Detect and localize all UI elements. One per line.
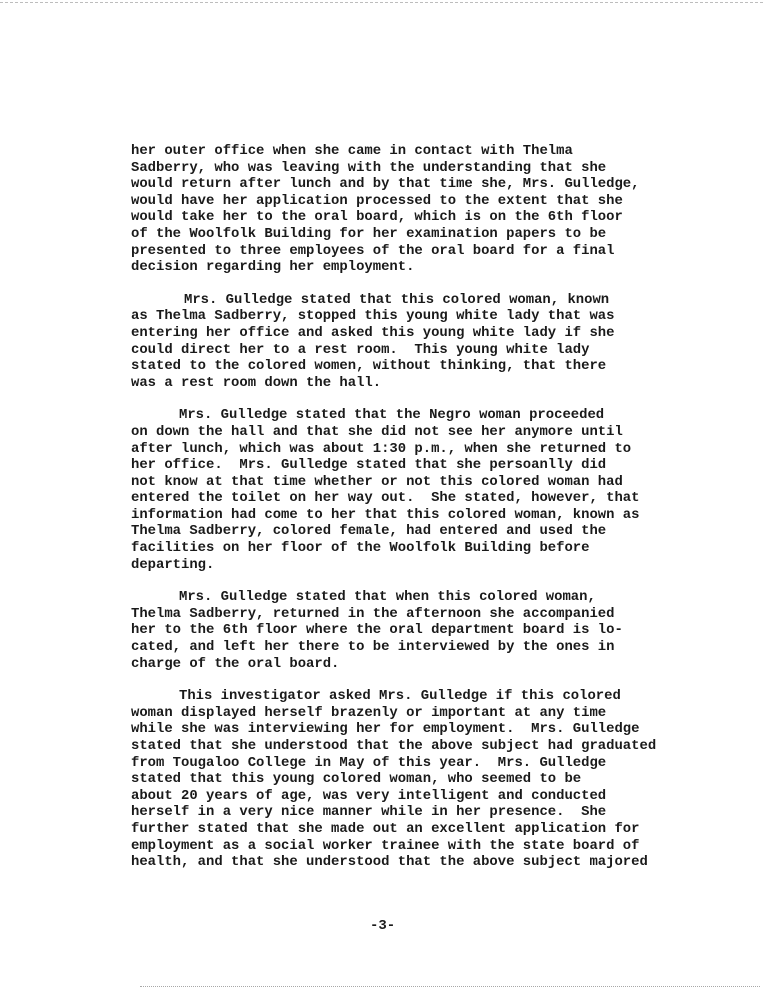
text-line: could direct her to a rest room. This young white lady (131, 341, 590, 358)
paragraph-2 (131, 292, 731, 392)
text-line: as Thelma Sadberry, stopped this young white lady that was (131, 308, 615, 325)
text-line: would return after lunch and by that time she, Mrs. Gulledge, (131, 176, 640, 193)
text-line: Mrs. Gulledge stated that this colored woman, known (184, 291, 610, 308)
text-line: after lunch, which was about 1:30 p.m., when she returned to (131, 440, 632, 457)
text-line: stated that she understood that the above subject had graduated (131, 738, 657, 754)
text-line: This investigator asked Mrs. Gulledge if this colored (179, 688, 621, 705)
text-line: stated to the colored women, without thinking, that there (131, 358, 607, 375)
text-line: health, and that she understood that the above subject majored (131, 854, 648, 871)
text-line: not know at that time whether or not this colored woman had (131, 473, 623, 490)
text-line: herself in a very nice manner while in her presence. She (131, 804, 607, 821)
text-line: entering her office and asked this young white lady if she (131, 324, 615, 341)
text-line: on down the hall and that she did not see her anymore until (131, 423, 623, 440)
paragraph-5 (131, 688, 731, 871)
text-line: would have her application processed to the extent that she (131, 192, 623, 209)
paragraph-3 (131, 407, 731, 573)
text-line: facilities on her floor of the Woolfolk Building before (131, 540, 590, 557)
text-line: further stated that she made out an excellent application for (131, 820, 640, 837)
paragraph-4 (131, 589, 731, 672)
text-line: her outer office when she came in contact with Thelma (131, 143, 573, 159)
text-line: Thelma Sadberry, colored female, had entered and used the (131, 523, 607, 540)
text-line: information had come to her that this colored woman, known as (131, 506, 640, 523)
text-line: departing. (131, 556, 215, 573)
text-line: Thelma Sadberry, returned in the afternoon she accompanied (131, 605, 615, 622)
document-body (131, 143, 731, 887)
text-line: her to the 6th floor where the oral department board is lo- (131, 622, 623, 639)
text-line: her office. Mrs. Gulledge stated that she persoanlly did (131, 457, 607, 474)
text-line: woman displayed herself brazenly or important at any time (131, 704, 607, 721)
text-line: employment as a social worker trainee with the state board of (131, 837, 640, 854)
text-line: Sadberry, who was leaving with the understanding that she (131, 159, 607, 176)
text-line: charge of the oral board. (131, 655, 340, 672)
text-line: stated that this young colored woman, who seemed to be (131, 771, 582, 788)
text-line: Mrs. Gulledge stated that when this colored woman, (179, 589, 596, 606)
text-line: would take her to the oral board, which is on the 6th floor (131, 209, 623, 226)
text-line: was a rest room down the hall. (131, 374, 382, 391)
text-line: Mrs. Gulledge stated that the Negro woman proceeded (179, 407, 605, 424)
text-line: from Tougaloo College in May of this year. Mrs. Gulledge (131, 754, 607, 771)
page-bottom-edge (140, 986, 760, 987)
text-line: presented to three employees of the oral board for a final (131, 242, 615, 259)
text-line: decision regarding her employment. (131, 259, 415, 276)
paragraph-1 (131, 143, 731, 276)
page-top-edge (0, 2, 763, 3)
text-line: of the Woolfolk Building for her examination papers to be (131, 225, 607, 242)
text-line: entered the toilet on her way out. She stated, however, that (131, 490, 640, 507)
text-line: about 20 years of age, was very intelligent and conducted (131, 787, 607, 804)
text-line: cated, and left her there to be interviewed by the ones in (131, 639, 615, 656)
text-line: while she was interviewing her for employment. Mrs. Gulledge (131, 721, 640, 738)
page-number: -3- (370, 918, 396, 934)
